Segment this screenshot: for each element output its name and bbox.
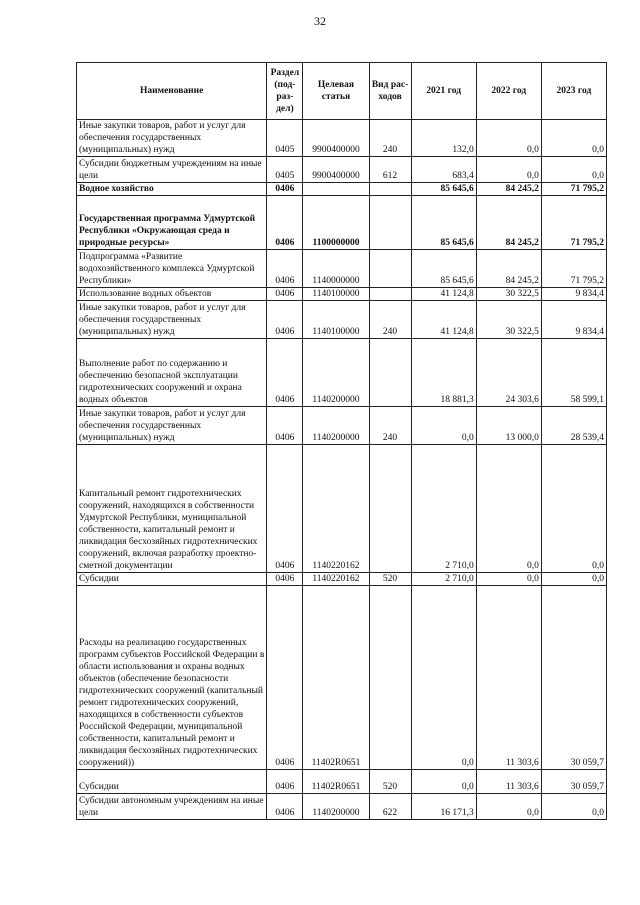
row-name: Субсидии <box>77 573 267 586</box>
row-article: 9900400000 <box>303 157 369 183</box>
row-article: 1140100000 <box>303 288 369 301</box>
row-name: Использование водных объектов <box>77 288 267 301</box>
row-value-2022: 0,0 <box>476 157 541 183</box>
row-kind: 520 <box>369 573 411 586</box>
row-value-2023: 30 059,7 <box>541 770 606 794</box>
row-section: 0406 <box>267 301 303 339</box>
row-value-2023: 0,0 <box>541 120 606 157</box>
row-value-2023: 71 795,2 <box>541 250 606 288</box>
row-kind: 240 <box>369 120 411 157</box>
row-article: 1140100000 <box>303 301 369 339</box>
table-row <box>77 250 607 288</box>
table-row <box>77 573 607 586</box>
header-2022: 2022 год <box>476 63 541 120</box>
row-section: 0406 <box>267 250 303 288</box>
row-value-2021: 2 710,0 <box>411 573 476 586</box>
row-kind: 622 <box>369 794 411 820</box>
row-section: 0406 <box>267 339 303 407</box>
row-value-2023: 0,0 <box>541 445 606 573</box>
row-article: 11402R0651 <box>303 586 369 770</box>
row-value-2021: 16 171,3 <box>411 794 476 820</box>
row-name: Субсидии <box>77 770 267 794</box>
row-value-2021: 2 710,0 <box>411 445 476 573</box>
row-kind: 520 <box>369 770 411 794</box>
table-row <box>77 407 607 445</box>
header-section: Раздел (под-раз-дел) <box>267 63 303 120</box>
row-value-2021: 132,0 <box>411 120 476 157</box>
row-section: 0406 <box>267 183 303 196</box>
row-name: Государственная программа Удмуртской Республики «Окружающая среда и природные ресурсы» <box>77 196 267 250</box>
budget-table <box>76 62 607 820</box>
row-name: Подпрограмма «Развитие водохозяйственного комплекса Удмуртской Республики» <box>77 250 267 288</box>
table-row <box>77 339 607 407</box>
header-2023: 2023 год <box>541 63 606 120</box>
row-value-2022: 11 303,6 <box>476 770 541 794</box>
row-value-2021: 41 124,8 <box>411 301 476 339</box>
row-value-2022: 13 000,0 <box>476 407 541 445</box>
row-section: 0406 <box>267 586 303 770</box>
row-section: 0406 <box>267 445 303 573</box>
row-kind: 240 <box>369 301 411 339</box>
row-value-2022: 84 245,2 <box>476 183 541 196</box>
row-article: 1100000000 <box>303 196 369 250</box>
row-name: Иные закупки товаров, работ и услуг для обеспечения государственных (муниципальных) нужд <box>77 301 267 339</box>
row-value-2023: 0,0 <box>541 794 606 820</box>
row-value-2021: 18 881,3 <box>411 339 476 407</box>
row-kind <box>369 183 411 196</box>
row-article: 1140200000 <box>303 794 369 820</box>
row-value-2022: 0,0 <box>476 573 541 586</box>
row-value-2022: 84 245,2 <box>476 250 541 288</box>
row-name: Капитальный ремонт гидротехнических сооружений, находящихся в собственности Удмуртской Республики, муниципальной собственности, капитальный ремонт и ликвидация бесхозяйных гидротехнических сооружений, включая разработку проектно-сметной документации <box>77 445 267 573</box>
row-value-2022: 11 303,6 <box>476 586 541 770</box>
row-kind: 240 <box>369 407 411 445</box>
row-kind <box>369 445 411 573</box>
row-value-2023: 9 834,4 <box>541 288 606 301</box>
row-article <box>303 183 369 196</box>
table-row <box>77 770 607 794</box>
row-value-2021: 0,0 <box>411 407 476 445</box>
row-article: 1140220162 <box>303 445 369 573</box>
table-row <box>77 794 607 820</box>
row-value-2023: 30 059,7 <box>541 586 606 770</box>
table-row <box>77 445 607 573</box>
row-value-2022: 0,0 <box>476 794 541 820</box>
row-article: 1140200000 <box>303 407 369 445</box>
row-section: 0405 <box>267 157 303 183</box>
row-value-2023: 58 599,1 <box>541 339 606 407</box>
table-row <box>77 157 607 183</box>
row-value-2022: 0,0 <box>476 120 541 157</box>
row-article: 1140200000 <box>303 339 369 407</box>
row-value-2022: 0,0 <box>476 445 541 573</box>
row-name: Водное хозяйство <box>77 183 267 196</box>
row-value-2021: 41 124,8 <box>411 288 476 301</box>
row-name: Субсидии бюджетным учреждениям на иные цели <box>77 157 267 183</box>
row-article: 9900400000 <box>303 120 369 157</box>
row-value-2021: 683,4 <box>411 157 476 183</box>
row-value-2023: 71 795,2 <box>541 183 606 196</box>
row-value-2022: 30 322,5 <box>476 288 541 301</box>
row-value-2021: 85 645,6 <box>411 250 476 288</box>
row-value-2021: 85 645,6 <box>411 196 476 250</box>
table-row <box>77 120 607 157</box>
row-value-2023: 0,0 <box>541 573 606 586</box>
row-article: 1140220162 <box>303 573 369 586</box>
row-article: 1140000000 <box>303 250 369 288</box>
row-name: Иные закупки товаров, работ и услуг для обеспечения государственных (муниципальных) нужд <box>77 120 267 157</box>
header-article: Целевая статья <box>303 63 369 120</box>
row-value-2022: 30 322,5 <box>476 301 541 339</box>
row-value-2023: 71 795,2 <box>541 196 606 250</box>
header-kind: Вид рас-ходов <box>369 63 411 120</box>
header-name: Наименование <box>77 63 267 120</box>
table-row <box>77 586 607 770</box>
row-kind <box>369 339 411 407</box>
table-header-row <box>77 63 607 120</box>
row-section: 0406 <box>267 794 303 820</box>
row-section: 0406 <box>267 770 303 794</box>
row-value-2022: 24 303,6 <box>476 339 541 407</box>
row-value-2023: 28 539,4 <box>541 407 606 445</box>
row-value-2022: 84 245,2 <box>476 196 541 250</box>
row-section: 0406 <box>267 573 303 586</box>
table-row <box>77 288 607 301</box>
row-name: Субсидии автономным учреждениям на иные цели <box>77 794 267 820</box>
row-kind <box>369 250 411 288</box>
row-section: 0406 <box>267 288 303 301</box>
table-row <box>77 196 607 250</box>
row-name: Расходы на реализацию государственных программ субъектов Российской Федерации в области использования и охраны водных объектов (обеспечение безопасности гидротехнических сооружений (капитальный ремонт гидротехнических сооружений, находящихся в собственности субъектов Российской Федерации, муниципальной собственности, капитальный ремонт и ликвидация бесхозяйных гидротехнических сооружений)) <box>77 586 267 770</box>
row-value-2023: 0,0 <box>541 157 606 183</box>
row-kind: 612 <box>369 157 411 183</box>
table-row <box>77 183 607 196</box>
row-value-2021: 85 645,6 <box>411 183 476 196</box>
row-name: Иные закупки товаров, работ и услуг для обеспечения государственных (муниципальных) нужд <box>77 407 267 445</box>
header-2021: 2021 год <box>411 63 476 120</box>
row-value-2021: 0,0 <box>411 770 476 794</box>
row-section: 0405 <box>267 120 303 157</box>
row-value-2023: 9 834,4 <box>541 301 606 339</box>
row-kind <box>369 288 411 301</box>
row-section: 0406 <box>267 196 303 250</box>
row-kind <box>369 196 411 250</box>
row-article: 11402R0651 <box>303 770 369 794</box>
row-name: Выполнение работ по содержанию и обеспечению безопасной эксплуатации гидротехнических сооружений и охрана водных объектов <box>77 339 267 407</box>
table-row <box>77 301 607 339</box>
row-value-2021: 0,0 <box>411 586 476 770</box>
row-section: 0406 <box>267 407 303 445</box>
row-kind <box>369 586 411 770</box>
page-number: 32 <box>314 14 326 28</box>
